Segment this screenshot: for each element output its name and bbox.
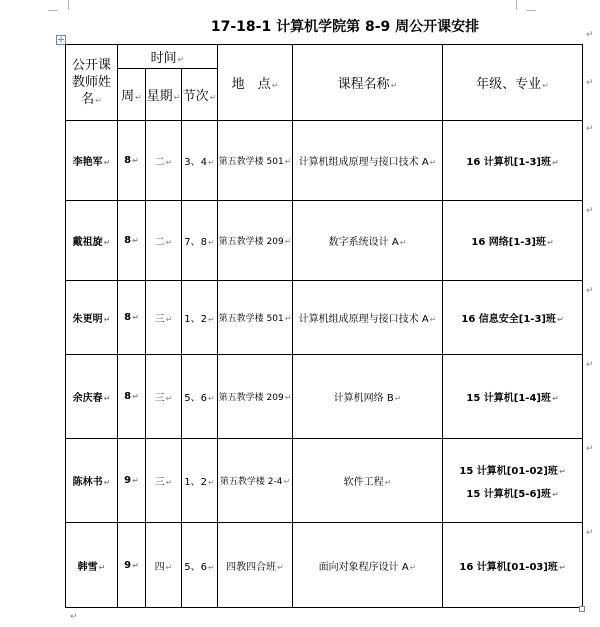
location-value: 第五教学楼 501 — [218, 314, 284, 324]
week-value: 9 — [124, 475, 132, 486]
period-value: 1、2 — [184, 477, 208, 488]
header-row-1 — [66, 45, 583, 69]
table-row — [66, 355, 583, 439]
header-teacher: 公开课教师姓名↵ — [66, 45, 118, 121]
course-value: 计算机组成原理与接口技术 A — [298, 157, 429, 168]
class-value: 16 计算机[01-03]班 — [459, 561, 558, 573]
teacher-cell: 余庆春↵ — [66, 355, 118, 439]
period-value: 5、6 — [184, 393, 208, 404]
weekday-value: 二 — [154, 237, 165, 248]
teacher-name: 李艳军 — [72, 157, 103, 168]
week-cell: 8↵ — [118, 201, 146, 281]
weekday-cell: 三↵ — [146, 439, 182, 523]
class-value: 16 网络[1-3]班 — [471, 237, 546, 248]
course-cell: 计算机网络 B↵ — [293, 355, 443, 439]
week-cell: 9↵ — [118, 523, 146, 608]
weekday-value: 四 — [154, 561, 165, 573]
class-value: 15 计算机[01-02]班↵ — [459, 465, 566, 477]
header-course: 课程名称↵ — [293, 45, 443, 121]
crop-mark — [58, 0, 69, 10]
table-row — [66, 121, 583, 201]
period-cell: 1、2↵ — [182, 281, 218, 355]
weekday-cell: 二↵ — [146, 201, 182, 281]
teacher-cell: 朱更明↵ — [66, 281, 118, 355]
crop-mark — [526, 9, 536, 11]
table-row — [66, 281, 583, 355]
schedule-table-wrapper — [65, 44, 582, 607]
end-of-row-mark: ↵ — [586, 78, 594, 88]
class-cell: 16 信息安全[1-3]班↵ — [443, 281, 583, 355]
period-cell: 5、6↵ — [182, 355, 218, 439]
course-cell: 计算机组成原理与接口技术 A↵ — [293, 121, 443, 201]
header-week: 周↵ — [118, 69, 146, 121]
header-time-label: 时间 — [150, 51, 177, 66]
week-value: 9 — [124, 559, 132, 571]
class-value: 15 计算机[5-6]班↵ — [466, 488, 559, 500]
course-value: 计算机网络 B — [333, 393, 394, 404]
class-value: 16 信息安全[1-3]班 — [461, 314, 556, 325]
location-value: 第五教学楼 209 — [218, 237, 284, 247]
table-row — [66, 201, 583, 281]
period-cell: 7、8↵ — [182, 201, 218, 281]
table-row — [66, 523, 583, 608]
schedule-table — [65, 44, 583, 608]
period-value: 3、4 — [184, 157, 208, 168]
location-cell: 第五教学楼 209↵ — [218, 355, 293, 439]
period-cell: 1、2↵ — [182, 439, 218, 523]
course-value: 软件工程 — [343, 477, 384, 488]
teacher-name: 韩雪 — [77, 561, 98, 573]
weekday-cell: 四↵ — [146, 523, 182, 608]
teacher-name: 余庆春 — [72, 393, 103, 404]
class-value: 15 计算机[1-4]班 — [466, 393, 551, 404]
end-of-row-mark: ↵ — [586, 206, 594, 216]
location-value: 第五教学楼 209 — [218, 393, 284, 403]
header-location-label: 地 点 — [231, 77, 271, 92]
header-period: 节次↵ — [182, 69, 218, 121]
weekday-value: 三 — [154, 393, 165, 404]
week-value: 8 — [124, 312, 132, 323]
end-of-row-mark: ↵ — [586, 360, 594, 370]
week-cell: 8↵ — [118, 355, 146, 439]
page-title: 17-18-1 计算机学院第 8-9 周公开课安排 — [210, 19, 480, 35]
end-of-row-mark: ↵ — [586, 444, 594, 454]
class-cell: 16 计算机[01-03]班↵ — [443, 523, 583, 608]
teacher-name: 戴祖旋 — [72, 237, 103, 248]
course-cell: 面向对象程序设计 A↵ — [293, 523, 443, 608]
location-value: 第五教学楼 2-4 — [219, 477, 283, 487]
header-class: 年级、专业↵ — [443, 45, 583, 121]
header-weekday: 星期↵ — [146, 69, 182, 121]
location-cell: 第五教学楼 501↵ — [218, 281, 293, 355]
teacher-name: 陈林书 — [72, 477, 103, 488]
header-location: 地 点↵ — [218, 45, 293, 121]
table-resize-handle[interactable] — [579, 606, 585, 612]
end-of-row-mark: ↵ — [586, 30, 594, 40]
end-of-row-mark: ↵ — [586, 124, 594, 134]
teacher-cell: 陈林书↵ — [66, 439, 118, 523]
period-value: 7、8 — [184, 237, 208, 248]
location-cell: 第五教学楼 501↵ — [218, 121, 293, 201]
week-cell: 8↵ — [118, 281, 146, 355]
course-cell: 计算机组成原理与接口技术 A↵ — [293, 281, 443, 355]
class-cell: 16 计算机[1-3]班↵ — [443, 121, 583, 201]
weekday-value: 二 — [154, 157, 165, 168]
week-value: 8 — [124, 155, 132, 166]
paragraph-mark: ↵ — [70, 612, 78, 622]
end-of-row-mark: ↵ — [586, 286, 594, 296]
class-value: 16 计算机[1-3]班 — [466, 157, 551, 168]
period-cell: 5、6↵ — [182, 523, 218, 608]
table-row — [66, 439, 583, 523]
location-cell: 第五教学楼 209↵ — [218, 201, 293, 281]
week-cell: 9↵ — [118, 439, 146, 523]
course-value: 数字系统设计 A — [328, 237, 399, 248]
period-value: 1、2 — [184, 314, 208, 325]
class-cell: 15 计算机[1-4]班↵ — [443, 355, 583, 439]
period-value: 5、6 — [184, 561, 208, 573]
location-value: 第五教学楼 501 — [218, 157, 284, 167]
weekday-value: 三 — [154, 477, 165, 488]
teacher-cell: 戴祖旋↵ — [66, 201, 118, 281]
teacher-name: 朱更明 — [72, 314, 103, 325]
header-weekday-label: 星期 — [146, 89, 173, 104]
teacher-cell: 韩雪↵ — [66, 523, 118, 608]
week-cell: 8↵ — [118, 121, 146, 201]
header-course-label: 课程名称 — [337, 77, 390, 92]
header-week-label: 周 — [121, 89, 135, 104]
table-move-handle-icon[interactable]: ✢ — [56, 35, 66, 45]
course-cell: 软件工程↵ — [293, 439, 443, 523]
weekday-value: 三 — [154, 314, 165, 325]
header-teacher-label: 公开课教师姓名 — [71, 57, 111, 107]
week-value: 8 — [124, 391, 132, 402]
location-cell: 四教四合班↵ — [218, 523, 293, 608]
course-value: 面向对象程序设计 A — [318, 561, 409, 573]
header-time: 时间↵ — [118, 45, 218, 69]
weekday-cell: 三↵ — [146, 281, 182, 355]
weekday-cell: 三↵ — [146, 355, 182, 439]
class-cell: 16 网络[1-3]班↵ — [443, 201, 583, 281]
location-value: 四教四合班 — [226, 561, 277, 573]
weekday-cell: 二↵ — [146, 121, 182, 201]
header-period-label: 节次 — [182, 89, 209, 104]
header-class-label: 年级、专业 — [476, 77, 542, 92]
end-of-row-mark: ↵ — [586, 528, 594, 538]
teacher-cell: 李艳军↵ — [66, 121, 118, 201]
course-value: 计算机组成原理与接口技术 A — [298, 314, 429, 325]
period-cell: 3、4↵ — [182, 121, 218, 201]
crop-mark — [48, 9, 58, 11]
course-cell: 数字系统设计 A↵ — [293, 201, 443, 281]
location-cell: 第五教学楼 2-4↵ — [218, 439, 293, 523]
week-value: 8 — [124, 235, 132, 246]
class-cell — [443, 439, 583, 523]
